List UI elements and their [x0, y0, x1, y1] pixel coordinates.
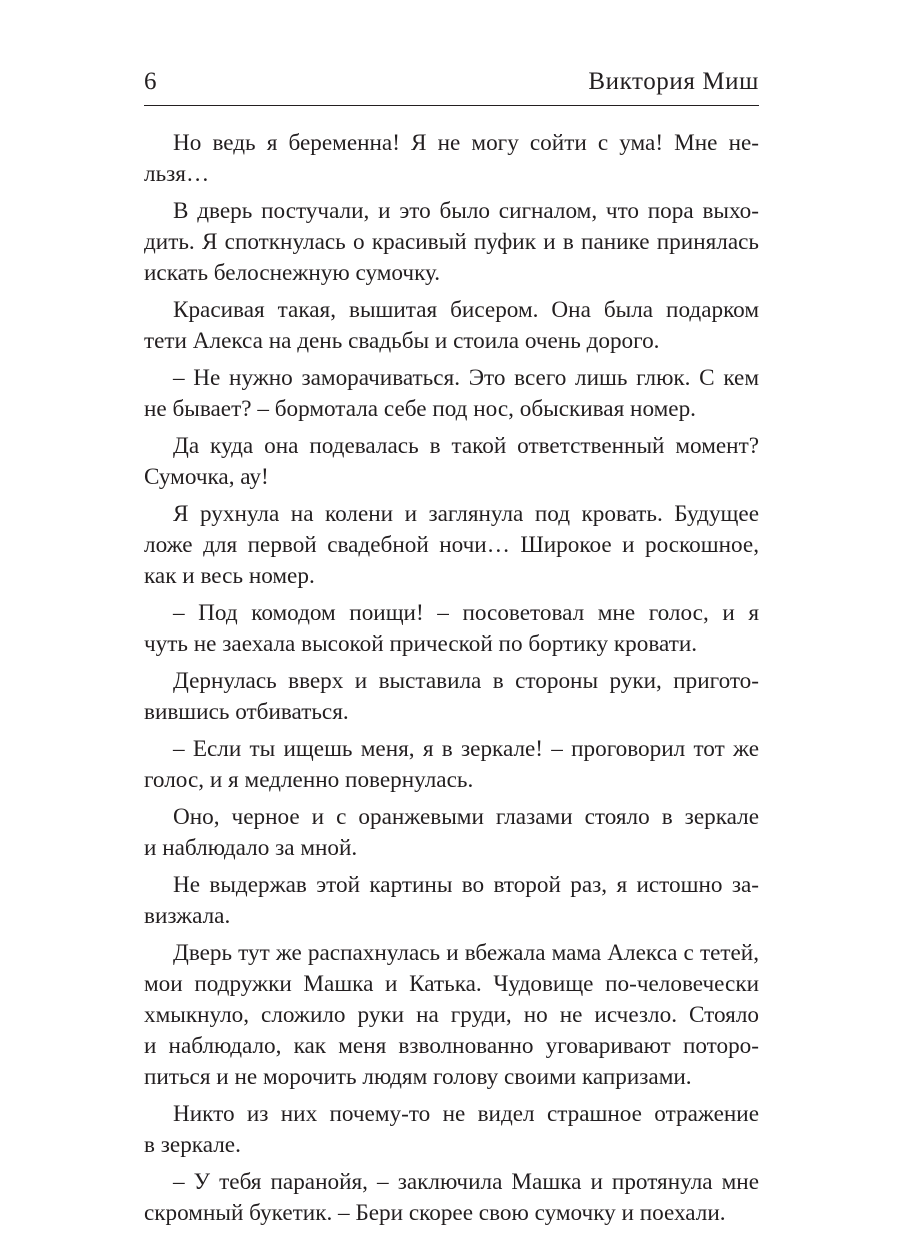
text-line: – Под комодом поищи! – посоветовал мне голос, и я [173, 600, 759, 626]
text-line: Оно, черное и с оранжевыми глазами стояло в зеркале [173, 804, 759, 830]
text-line: искать белоснежную сумочку. [144, 260, 441, 286]
text-line: дить. Я споткнулась о красивый пуфик и в панике принялась [144, 229, 759, 255]
text-line: Да куда она подевалась в такой ответственный момент? [173, 433, 759, 459]
running-head-author: Виктория Миш [588, 68, 759, 95]
text-line: хмыкнуло, сложило руки на груди, но не исчезло. Стояло [144, 1002, 759, 1028]
paragraph [144, 128, 759, 190]
text-line: ложе для первой свадебной ночи… Широкое и роскошное, [144, 532, 759, 558]
page-number: 6 [144, 68, 157, 95]
text-line: Никто из них почему-то не видел страшное отражение [173, 1101, 759, 1127]
paragraph [144, 499, 759, 592]
header-rule [144, 105, 759, 106]
text-line: льзя… [144, 161, 210, 187]
paragraph [144, 363, 759, 425]
paragraph [144, 870, 759, 932]
text-line: скромный букетик. – Бери скорее свою сумочку и поехали. [144, 1200, 726, 1226]
paragraph [144, 666, 759, 728]
paragraph [144, 938, 759, 1093]
page-header [144, 66, 759, 102]
text-line: Сумочка, ау! [144, 464, 269, 490]
text-line: мои подружки Машка и Катька. Чудовище по-человечески [144, 971, 759, 997]
text-line: в зеркале. [144, 1132, 241, 1158]
text-line: Не выдержав этой картины во второй раз, я истошно за- [173, 872, 759, 898]
text-line: чуть не заехала высокой прической по бортику кровати. [144, 631, 698, 657]
paragraph [144, 1099, 759, 1161]
text-line: Красивая такая, вышитая бисером. Она была подарком [173, 297, 759, 323]
text-line: вившись отбиваться. [144, 699, 349, 725]
paragraph [144, 295, 759, 357]
text-line: питься и не морочить людям голову своими капризами. [144, 1064, 692, 1090]
text-line: Но ведь я беременна! Я не могу сойти с ума! Мне не- [173, 130, 759, 156]
body-text [144, 128, 759, 1235]
text-line: – Не нужно заморачиваться. Это всего лишь глюк. С кем [173, 365, 759, 391]
paragraph [144, 431, 759, 493]
text-line: Дверь тут же распахнулась и вбежала мама Алекса с тетей, [173, 940, 759, 966]
text-line: В дверь постучали, и это было сигналом, что пора выхо- [173, 198, 759, 224]
paragraph [144, 598, 759, 660]
text-line: как и весь номер. [144, 563, 315, 589]
text-line: не бывает? – бормотала себе под нос, обыскивая номер. [144, 396, 696, 422]
text-line: тети Алекса на день свадьбы и стоила очень дорого. [144, 328, 660, 354]
paragraph [144, 1167, 759, 1229]
text-line: Я рухнула на колени и заглянула под кровать. Будущее [173, 501, 759, 527]
paragraph [144, 734, 759, 796]
paragraph [144, 196, 759, 289]
text-line: Дернулась вверх и выставила в стороны руки, пригото- [173, 668, 759, 694]
text-line: визжала. [144, 903, 231, 929]
text-line: голос, и я медленно повернулась. [144, 767, 474, 793]
text-line: – Если ты ищешь меня, я в зеркале! – проговорил тот же [173, 736, 759, 762]
paragraph [144, 802, 759, 864]
text-line: и наблюдало за мной. [144, 835, 358, 861]
text-line: и наблюдало, как меня взволнованно уговаривают поторо- [144, 1033, 759, 1059]
text-line: – У тебя паранойя, – заключила Машка и протянула мне [173, 1169, 759, 1195]
